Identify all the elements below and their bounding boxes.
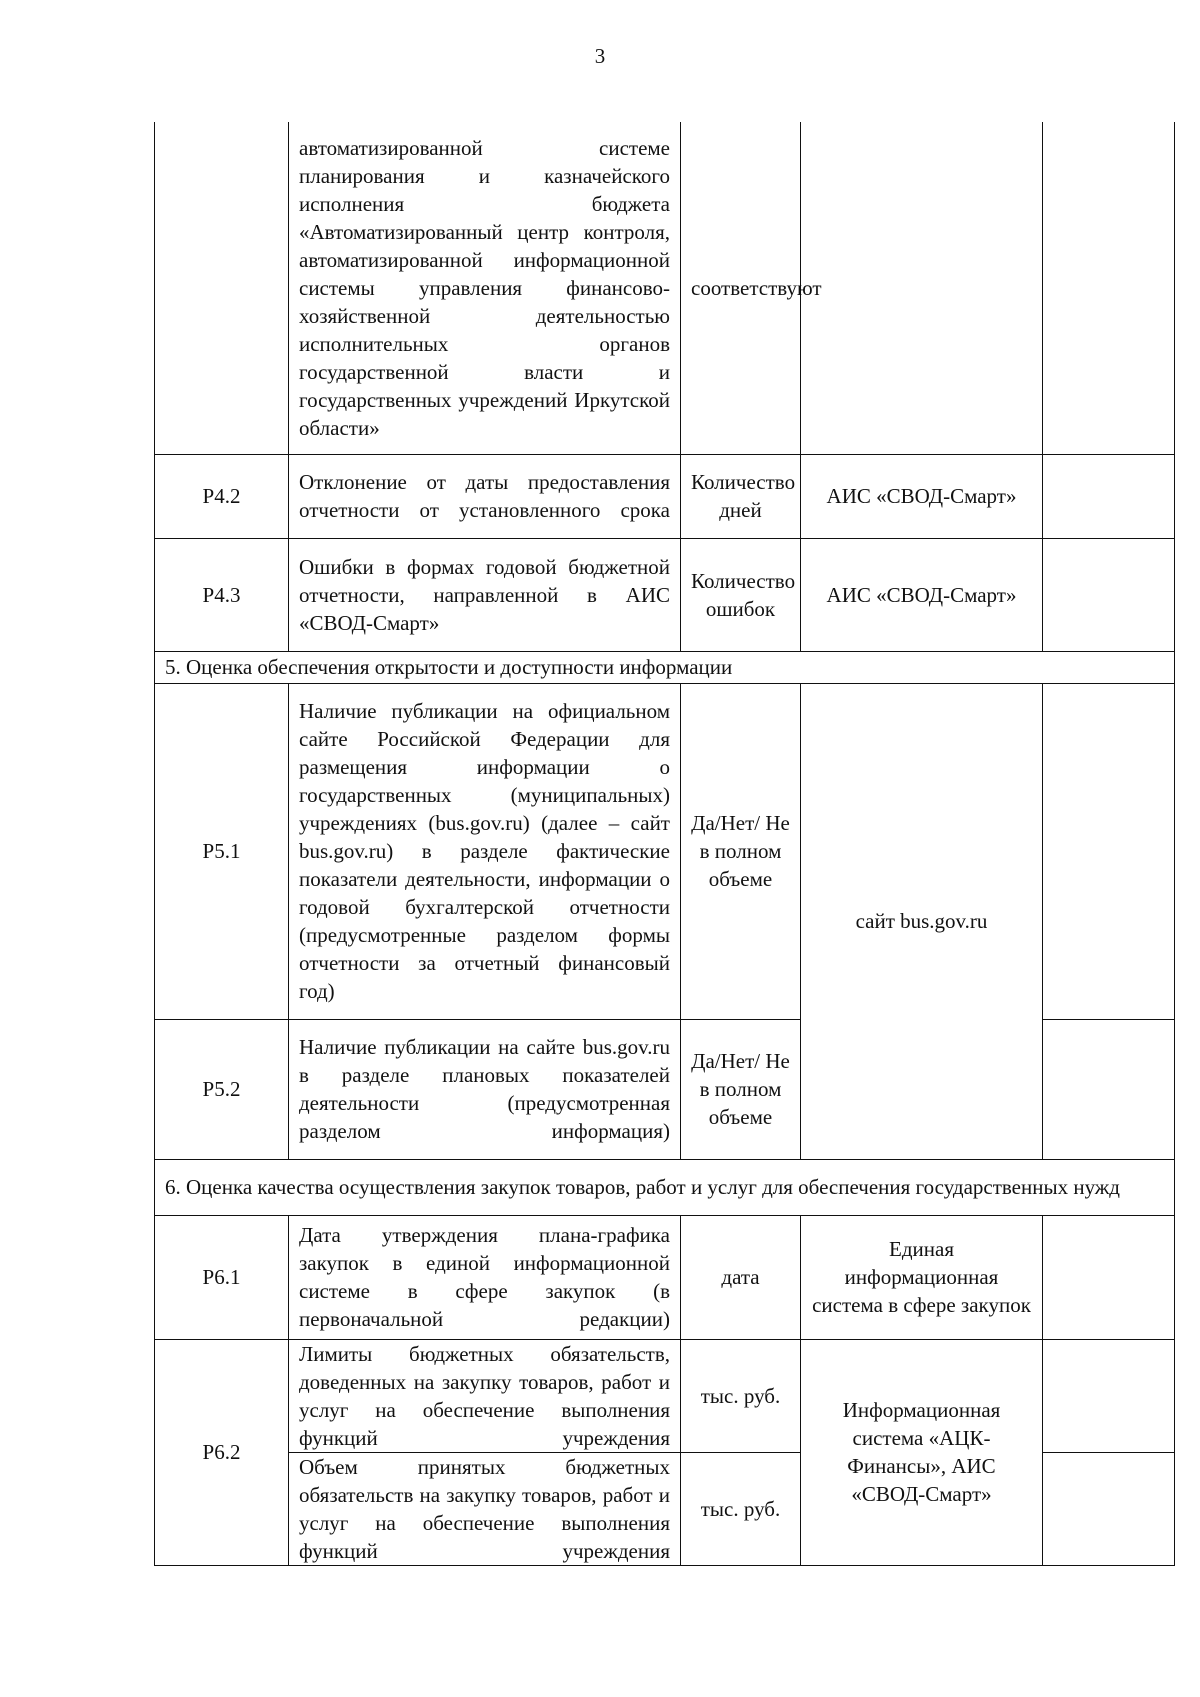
source-cell: Информационная система «АЦК-Финансы», АИС «СВОД-Смарт» [801, 1339, 1043, 1565]
section-row-6 [155, 1159, 1175, 1215]
unit-cell: тыс. руб. [681, 1339, 801, 1452]
description-cell: Наличие публикации на официальном сайте Российской Федерации для размещения информации о государственных (муниципальных) учреждениях (bus.gov.ru) (далее – сайт bus.gov.ru) в разделе фактические показатели деятельности, информации о годовой бухгалтерской отчетности (предусмотренные разделом формы отчетности за отчетный финансовый год) [289, 683, 681, 1019]
code-cell: Р6.1 [155, 1215, 289, 1339]
unit-cell: тыс. руб. [681, 1452, 801, 1565]
extra-cell [1043, 454, 1175, 538]
description-cell: Ошибки в формах годовой бюджетной отчетности, направленной в АИС «СВОД-Смарт» [289, 538, 681, 651]
table-row-p6-1 [155, 1215, 1175, 1339]
criteria-table [154, 122, 1175, 1566]
description-cell: автоматизированной системе планирования и казначейского исполнения бюджета «Автоматизированный центр контроля, автоматизированной информационной системы управления финансово-хозяйственной деятельностью исполнительных органов государственной власти и государственных учреждений Иркутской области» [289, 122, 681, 454]
table-row-p5-1 [155, 683, 1175, 1019]
description-cell: Объем принятых бюджетных обязательств на закупку товаров, работ и услуг на обеспечение выполнения функций учреждения [289, 1452, 681, 1565]
unit-cell: соответствуют [681, 122, 801, 454]
table-row-continuation [155, 122, 1175, 454]
source-cell: Единая информационная система в сфере закупок [801, 1215, 1043, 1339]
unit-cell: Количество ошибок [681, 538, 801, 651]
source-cell: сайт bus.gov.ru [801, 683, 1043, 1159]
section-title: 5. Оценка обеспечения открытости и доступности информации [155, 651, 1175, 683]
unit-cell: дата [681, 1215, 801, 1339]
extra-cell [1043, 1339, 1175, 1452]
section-row-5 [155, 651, 1175, 683]
unit-cell: Да/Нет/ Не в полном объеме [681, 683, 801, 1019]
page-number: 3 [594, 44, 606, 68]
table-row-p4-2 [155, 454, 1175, 538]
code-cell: Р4.2 [155, 454, 289, 538]
table-row-p4-3 [155, 538, 1175, 651]
extra-cell [1043, 122, 1175, 454]
extra-cell [1043, 1215, 1175, 1339]
description-cell: Дата утверждения плана-графика закупок в единой информационной системе в сфере закупок (в первоначальной редакции) [289, 1215, 681, 1339]
source-cell: АИС «СВОД-Смарт» [801, 454, 1043, 538]
code-cell: Р5.2 [155, 1019, 289, 1159]
unit-cell: Количество дней [681, 454, 801, 538]
extra-cell [1043, 1019, 1175, 1159]
extra-cell [1043, 538, 1175, 651]
source-cell: АИС «СВОД-Смарт» [801, 538, 1043, 651]
source-cell [801, 122, 1043, 454]
table-row-p6-2a [155, 1339, 1175, 1452]
section-title: 6. Оценка качества осуществления закупок товаров, работ и услуг для обеспечения государственных нужд [155, 1159, 1175, 1215]
extra-cell [1043, 683, 1175, 1019]
code-cell [155, 122, 289, 454]
description-cell: Наличие публикации на сайте bus.gov.ru в разделе плановых показателей деятельности (предусмотренная разделом информация) [289, 1019, 681, 1159]
code-cell: Р4.3 [155, 538, 289, 651]
code-cell: Р5.1 [155, 683, 289, 1019]
code-cell: Р6.2 [155, 1339, 289, 1565]
description-cell: Отклонение от даты предоставления отчетности от установленного срока [289, 454, 681, 538]
description-cell: Лимиты бюджетных обязательств, доведенных на закупку товаров, работ и услуг на обеспечение выполнения функций учреждения [289, 1339, 681, 1452]
extra-cell [1043, 1452, 1175, 1565]
unit-cell: Да/Нет/ Не в полном объеме [681, 1019, 801, 1159]
